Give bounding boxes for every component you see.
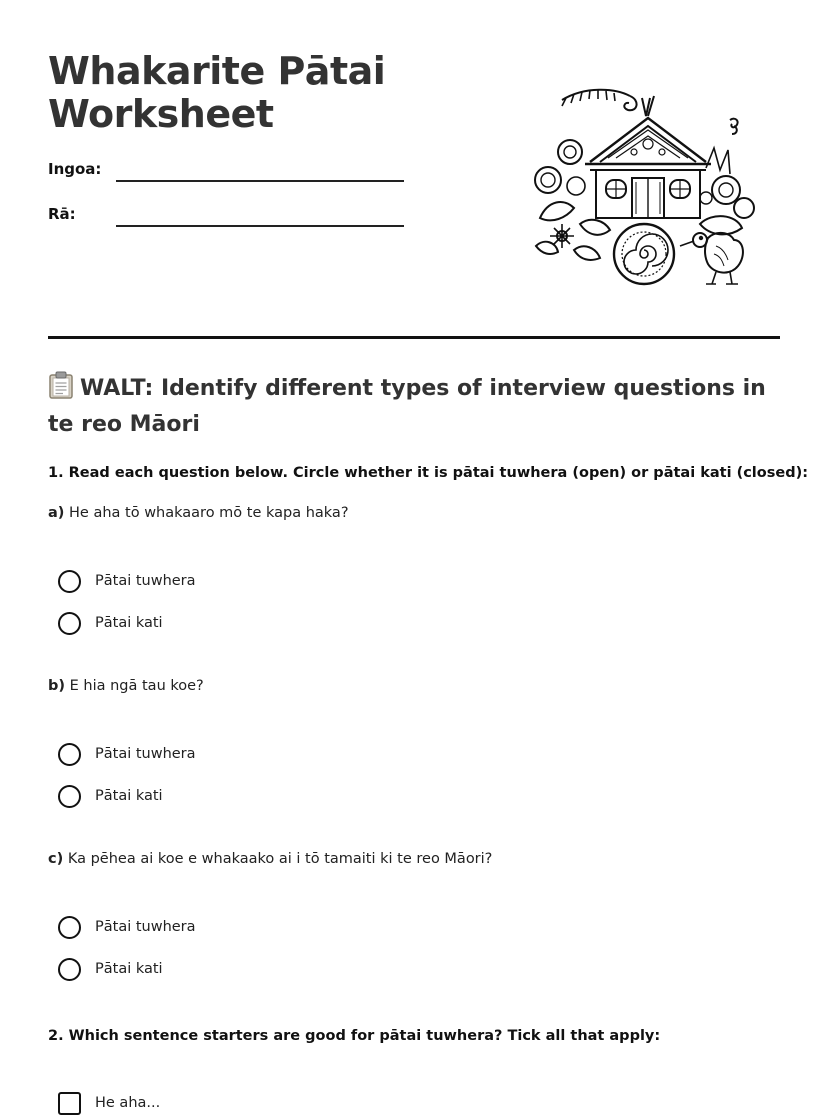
question-text: Ka pēhea ai koe e whakaako ai i tō tamaiti ki te reo Māori? [67,851,493,867]
question-text: He aha tō whakaaro mō te kapa haka? [69,505,349,521]
question-letter: c) [48,851,64,867]
option-1a-kati[interactable] [58,611,163,635]
option-label: Pātai tuwhera [95,573,196,589]
question-letter: a) [48,505,65,521]
option-2-he-aha[interactable] [58,1091,160,1115]
radio-circle[interactable] [58,916,81,939]
wharenui-koru-kiwi-illustration [530,78,760,290]
walt-text: WALT: Identify different types of interview questions in te reo Māori [48,376,766,437]
question-1b [48,678,204,694]
radio-circle[interactable] [58,612,81,635]
question-1a [48,505,349,521]
option-label: Pātai kati [95,788,163,804]
option-label: Pātai tuwhera [95,919,196,935]
option-1c-tuwhera[interactable] [58,915,196,939]
walt-heading [48,371,780,443]
section-divider [48,336,780,339]
option-label: Pātai kati [95,615,163,631]
question-1c [48,851,492,867]
radio-circle[interactable] [58,785,81,808]
date-label: Rā: [48,205,76,223]
question-2-heading: 2. Which sentence starters are good for pātai tuwhera? Tick all that apply: [48,1028,661,1044]
name-field[interactable] [116,180,404,182]
option-1b-kati[interactable] [58,784,163,808]
question-1-heading: 1. Read each question below. Circle whether it is pātai tuwhera (open) or pātai kati (closed): [48,465,809,481]
title-line-2: Worksheet [48,92,274,136]
name-label: Ingoa: [48,160,102,178]
checkbox[interactable] [58,1092,81,1115]
radio-circle[interactable] [58,958,81,981]
option-1c-kati[interactable] [58,957,163,981]
radio-circle[interactable] [58,743,81,766]
title-line-1: Whakarite Pātai [48,49,386,93]
option-1b-tuwhera[interactable] [58,742,196,766]
option-label: He aha... [95,1095,161,1111]
worksheet-title [48,50,385,136]
option-1a-tuwhera[interactable] [58,569,196,593]
option-label: Pātai tuwhera [95,746,196,762]
clipboard-icon [48,371,74,399]
radio-circle[interactable] [58,570,81,593]
question-text: E hia ngā tau koe? [69,678,204,694]
date-field[interactable] [116,225,404,227]
option-label: Pātai kati [95,961,163,977]
question-letter: b) [48,678,66,694]
